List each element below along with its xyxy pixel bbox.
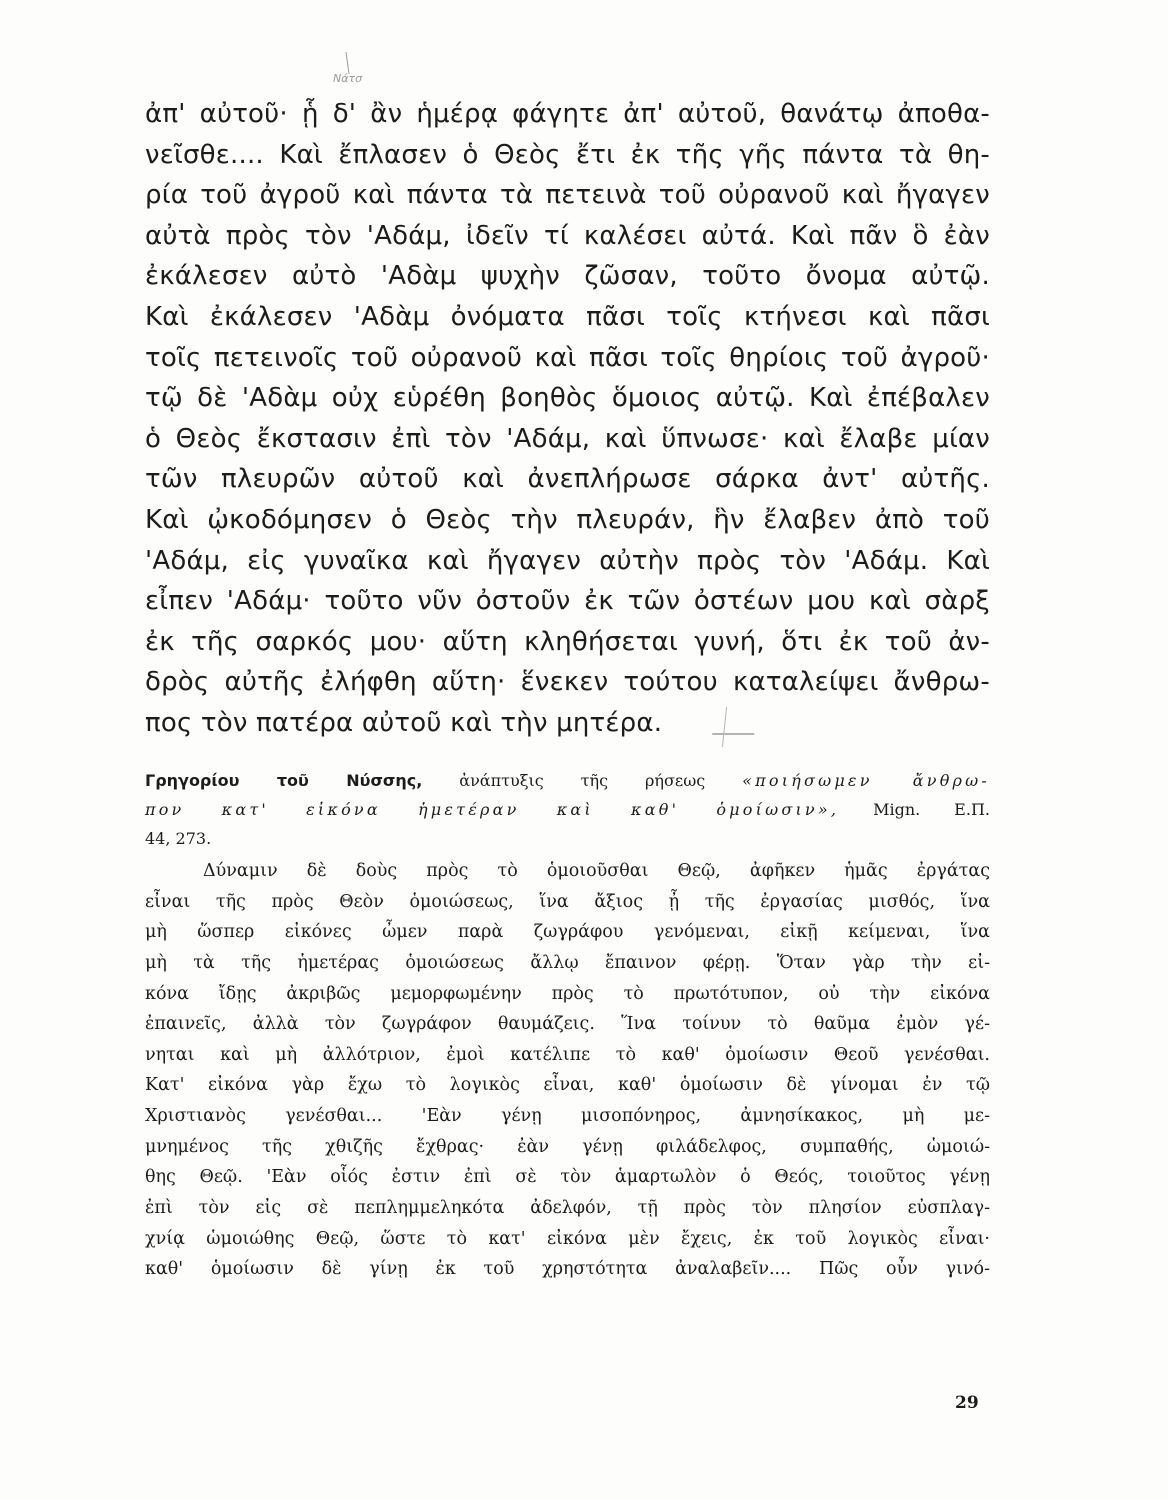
text-line: χνίᾳ ὡμοιώθης Θεῷ, ὥστε τὸ κατ' εἰκόνα μὲν ἔχεις, ἐκ τοῦ λογικὸς εἶναι· (145, 1228, 990, 1249)
text-line: Καὶ ᾠκοδόμησεν ὁ Θεὸς τὴν πλευράν, ἣν ἔλαβεν ἀπὸ τοῦ (145, 504, 990, 535)
text-line: θης Θεῷ. 'Εὰν οἷός ἐστιν ἐπὶ σὲ τὸν ἁμαρτωλὸν ὁ Θεός, τοιοῦτος γένῃ (145, 1167, 990, 1188)
citation-author: Γρηγορίου τοῦ Νύσσης, (145, 771, 423, 790)
citation-reference: Mign. Ε.Π. (873, 800, 990, 819)
text-line: μὴ τὰ τῆς ἡμετέρας ὁμοιώσεως ἄλλῳ ἔπαινον φέρῃ. Ὅταν γὰρ τὴν εἰ- (145, 952, 990, 973)
text-line: ἐκ τῆς σαρκός μου· αὕτη κληθήσεται γυνή, ὅτι ἐκ τοῦ ἀν- (145, 626, 990, 657)
text-line: καθ' ὁμοίωσιν δὲ γίνῃ ἐκ τοῦ χρηστότητα ἀναλαβεῖν.... Πῶς οὖν γινό- (145, 1259, 990, 1280)
source-citation (145, 766, 990, 853)
text-line: Δύναμιν δὲ δοὺς πρὸς τὸ ὁμοιοῦσθαι Θεῷ, ἀφῆκεν ἡμᾶς ἐργάτας (203, 861, 990, 881)
page-number: 29 (955, 1393, 979, 1413)
text-line: Χριστιανὸς γενέσθαι... 'Εὰν γένῃ μισοπόνηρος, ἀμνησίκακος, μὴ με- (145, 1106, 990, 1127)
text-line: νεῖσθε.... Καὶ ἔπλασεν ὁ Θεὸς ἔτι ἐκ τῆς γῆς πάντα τὰ θη- (145, 139, 990, 170)
text-line: ρία τοῦ ἀγροῦ καὶ πάντα τὰ πετεινὰ τοῦ οὐρανοῦ καὶ ἤγαγεν (145, 180, 990, 211)
pencil-tick-mark (345, 52, 349, 74)
text-line: Καὶ ἐκάλεσεν 'Αδὰμ ὀνόματα πᾶσι τοῖς κτήνεσι καὶ πᾶσι (145, 301, 990, 332)
text-line: τῷ δὲ 'Αδὰμ οὐχ εὑρέθη βοηθὸς ὅμοιος αὐτῷ. Καὶ ἐπέβαλεν (145, 383, 990, 414)
text-line: εἶναι τῆς πρὸς Θεὸν ὁμοιώσεως, ἵνα ἄξιος ᾖ τῆς ἐργασίας μισθός, ἵνα (145, 891, 990, 912)
pencil-cross-mark (722, 707, 755, 747)
text-line: εἶπεν 'Αδάμ· τοῦτο νῦν ὀστοῦν ἐκ τῶν ὀστέων μου καὶ σὰρξ (145, 586, 990, 617)
text-line: τῶν πλευρῶν αὐτοῦ καὶ ἀνεπλήρωσε σάρκα ἀντ' αὐτῆς. (145, 464, 990, 495)
citation-line (145, 824, 990, 853)
text-line: ἐκάλεσεν αὐτὸ 'Αδὰμ ψυχὴν ζῶσαν, τοῦτο ὄνομα αὐτῷ. (145, 261, 990, 292)
text-line: νηται καὶ μὴ ἀλλότριον, ἐμοὶ κατέλιπε τὸ καθ' ὁμοίωσιν Θεοῦ γενέσθαι. (145, 1044, 990, 1065)
citation-line (145, 795, 990, 824)
scripture-quotation (145, 94, 990, 744)
text-line: ὁ Θεὸς ἔκστασιν ἐπὶ τὸν 'Αδάμ, καὶ ὕπνωσε· καὶ ἔλαβε μίαν (145, 423, 990, 454)
citation-line (145, 766, 990, 795)
text-line: Κατ' εἰκόνα γὰρ ἔχω τὸ λογικὸς εἶναι, καθ' ὁμοίωσιν δὲ γίνομαι ἐν τῷ (145, 1075, 990, 1096)
text-line: μνημένος τῆς χθιζῆς ἔχθρας· ἐὰν γένῃ φιλάδελφος, συμπαθής, ὡμοιώ- (145, 1136, 990, 1157)
citation-title: ἀνάπτυξις τῆς ρήσεως (459, 771, 706, 790)
text-line: ἐπὶ τὸν εἰς σὲ πεπλημμεληκότα ἀδελφόν, τῇ πρὸς τὸν πλησίον εὐσπλαγ- (145, 1198, 990, 1219)
citation-quote-cont: πον κατ' εἰκόνα ἡμετέραν καὶ καθ' ὁμοίωσιν», (145, 800, 840, 819)
text-line: δρὸς αὐτῆς ἐλήφθη αὕτη· ἕνεκεν τούτου καταλείψει ἄνθρω- (145, 667, 990, 698)
text-line: μὴ ὥσπερ εἰκόνες ὦμεν παρὰ ζωγράφου γενόμεναι, εἰκῇ κείμεναι, ἵνα (145, 922, 990, 943)
text-line: 'Αδάμ, εἰς γυναῖκα καὶ ἤγαγεν αὐτὴν πρὸς τὸν 'Αδάμ. Καὶ (145, 545, 990, 576)
text-line: πος τὸν πατέρα αὐτοῦ καὶ τὴν μητέρα. (145, 707, 663, 738)
text-line: ἀπ' αὐτοῦ· ᾗ δ' ἂν ἡμέρᾳ φάγητε ἀπ' αὐτοῦ, θανάτῳ ἀποθα- (145, 99, 990, 129)
text-line: κόνα ἴδῃς ἀκριβῶς μεμορφωμένην πρὸς τὸ πρωτότυπον, οὐ τὴν εἰκόνα (145, 983, 990, 1004)
text-line: αὐτὰ πρὸς τὸν 'Αδάμ, ἰδεῖν τί καλέσει αὐτά. Καὶ πᾶν ὃ ἐὰν (145, 220, 990, 251)
citation-quote: «ποιήσωμεν ἄνθρω- (742, 771, 990, 790)
text-line: τοῖς πετεινοῖς τοῦ οὐρανοῦ καὶ πᾶσι τοῖς θηρίοις τοῦ ἀγροῦ· (145, 342, 990, 373)
commentary-paragraph (145, 856, 990, 1285)
text-line: ἐπαινεῖς, ἀλλὰ τὸν ζωγράφον θαυμάζεις. Ἵνα τοίνυν τὸ θαῦμα ἐμὸν γέ- (145, 1014, 990, 1035)
handwritten-margin-note: Νάτσ (333, 72, 363, 85)
citation-volume-page: 44, 273. (145, 829, 212, 848)
